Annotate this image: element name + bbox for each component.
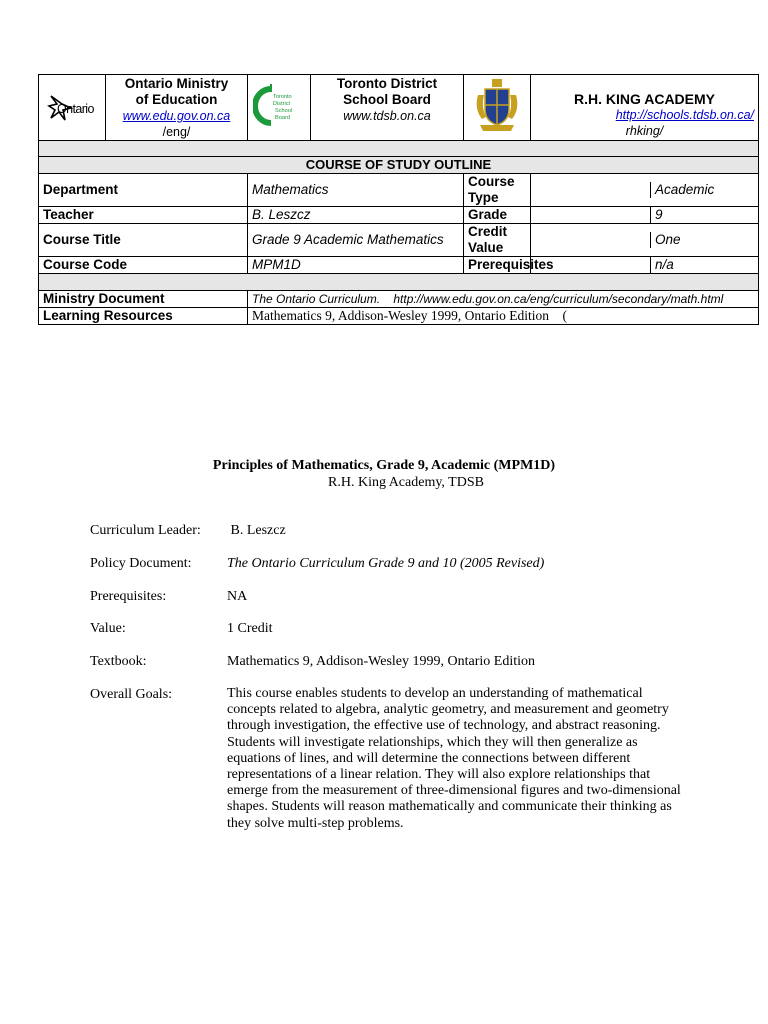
goals-line: equations of lines, and will determine the connections between different	[227, 750, 631, 766]
document-title: Principles of Mathematics, Grade 9, Academic (MPM1D)	[212, 458, 556, 473]
overall-goals-label: Overall Goals:	[90, 687, 173, 702]
course-code-label: Course Code	[39, 257, 248, 274]
department-label: Department	[39, 174, 248, 207]
trillium-icon	[43, 86, 101, 126]
textbook-label: Textbook:	[90, 654, 147, 669]
ministry-name-line2: of Education	[135, 92, 218, 107]
course-title-label: Course Title	[39, 224, 248, 257]
overall-goals-text	[227, 686, 681, 832]
document-subtitle: R.H. King Academy, TDSB	[328, 475, 484, 490]
tdsb-logo-text-4: Board	[275, 114, 290, 121]
grade-value	[531, 207, 759, 224]
tdsb-logo-text-2: District	[273, 100, 291, 107]
course-title-value: Grade 9 Academic Mathematics	[248, 224, 464, 257]
goals-line: This course enables students to develop an understanding of mathematical	[227, 686, 643, 701]
prerequisites-label: Prerequisites	[464, 257, 531, 274]
school-url-suffix: rhking/	[625, 124, 664, 138]
ministry-url-suffix: /eng/	[162, 125, 191, 139]
grade-label: Grade	[464, 207, 531, 224]
goals-line: concepts related to algebra, analytic geometry, and measurement and geometry	[227, 702, 669, 718]
tdsb-logo-text-3: School	[275, 107, 293, 114]
goals-line: emerge from the measurement of three-dimensional figures and two-dimensional	[227, 783, 681, 799]
ministry-url-link[interactable]: www.edu.gov.on.ca	[122, 109, 231, 123]
ministry-name-line1: Ontario Ministry	[124, 76, 229, 91]
value-field-label: Value:	[90, 621, 126, 636]
prerequisites-field-value: NA	[227, 589, 248, 604]
outline-row-3	[39, 224, 759, 257]
header-table	[38, 74, 759, 325]
credit-value-label: Credit Value	[464, 224, 531, 257]
outline-row-2	[39, 207, 759, 224]
prerequisites-field-label: Prerequisites:	[90, 589, 167, 604]
tdsb-logo-text-1: Toronto	[273, 93, 292, 100]
board-name-line1: Toronto District	[336, 76, 438, 91]
ontario-logo-text: Ontario	[57, 101, 94, 116]
ministry-cell	[106, 75, 248, 141]
ministry-document-row	[39, 291, 759, 308]
course-type-label: Course Type	[464, 174, 531, 207]
outline-row-1	[39, 174, 759, 207]
policy-document-value: The Ontario Curriculum Grade 9 and 10 (2005 Revised)	[227, 556, 545, 571]
school-crest	[464, 75, 531, 141]
crest-icon	[472, 77, 522, 135]
department-value: Mathematics	[248, 174, 464, 207]
board-url: www.tdsb.on.ca	[343, 109, 431, 123]
credit-value-value	[531, 224, 759, 257]
goals-line: representations of a linear relation. They will also explore relationships that	[227, 767, 651, 783]
goals-line: through investigation, the effective use of technology, and abstract reasoning.	[227, 718, 661, 734]
school-name: R.H. KING ACADEMY	[573, 91, 716, 107]
school-cell	[531, 75, 759, 141]
learning-resources-value: Mathematics 9, Addison-Wesley 1999, Ontario Edition (	[248, 308, 759, 325]
school-url-link[interactable]: http://schools.tdsb.on.ca/	[615, 108, 754, 122]
learning-resources-label: Learning Resources	[39, 308, 248, 325]
course-type-value	[531, 174, 759, 207]
ontario-logo	[39, 75, 106, 141]
ministry-document-label: Ministry Document	[39, 291, 248, 308]
credit-value-text: One	[650, 232, 681, 248]
curriculum-leader-label: Curriculum Leader:	[90, 523, 201, 538]
goals-line: shapes. Students will reason mathematically and communicate their thinking as	[227, 799, 672, 815]
value-field-value: 1 Credit	[227, 621, 273, 636]
curriculum-leader-value: B. Leszcz	[227, 523, 286, 538]
prerequisites-value	[531, 257, 759, 274]
goals-line: they solve multi-step problems.	[227, 815, 404, 831]
tdsb-logo	[248, 75, 311, 141]
grade-text: 9	[650, 207, 663, 223]
spacer-row	[39, 141, 759, 157]
tdsb-logo-icon	[253, 83, 305, 129]
board-cell	[311, 75, 464, 141]
goals-line: Students will investigate relationships, which they will then generalize as	[227, 734, 638, 750]
learning-resources-row	[39, 308, 759, 325]
spacer-row-2	[39, 274, 759, 291]
teacher-label: Teacher	[39, 207, 248, 224]
course-type-text: Academic	[650, 182, 714, 198]
outline-row-4	[39, 257, 759, 274]
outline-title: COURSE OF STUDY OUTLINE	[39, 157, 759, 174]
teacher-value: B. Leszcz	[248, 207, 464, 224]
course-code-value: MPM1D	[248, 257, 464, 274]
board-name-line2: School Board	[343, 92, 431, 107]
ministry-document-value: The Ontario Curriculum. http://www.edu.gov.on.ca/eng/curriculum/secondary/math.html	[248, 291, 759, 308]
textbook-value: Mathematics 9, Addison-Wesley 1999, Ontario Edition	[227, 654, 535, 669]
prerequisites-text: n/a	[650, 257, 674, 273]
outline-title-row	[39, 157, 759, 174]
policy-document-label: Policy Document:	[90, 556, 192, 571]
